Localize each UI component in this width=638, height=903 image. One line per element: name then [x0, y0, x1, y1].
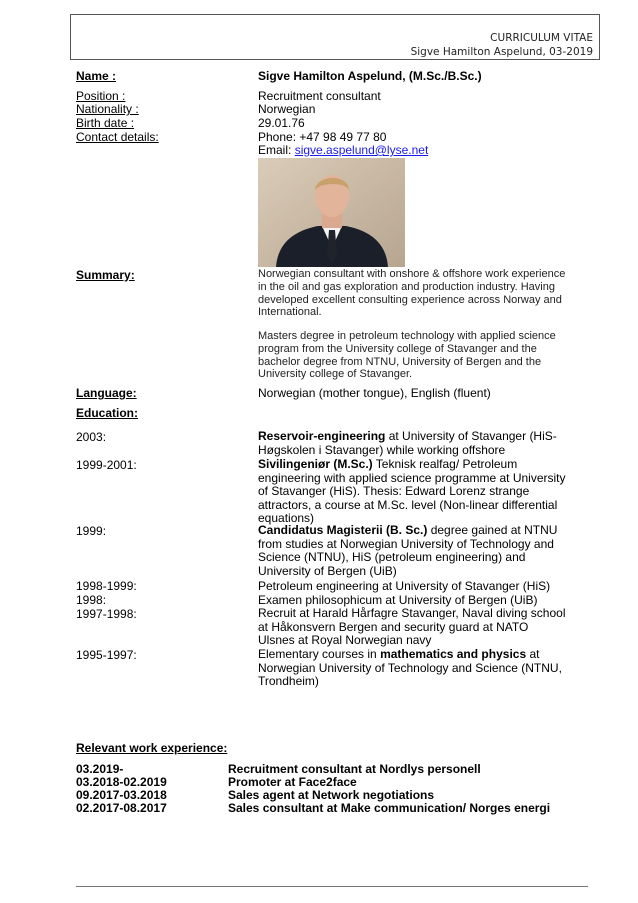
education-description: Recruit at Harald Hårfagre Stavanger, Naval diving school at Håkonsvern Bergen and security guard at NATO Ulsnes at Royal Norwegian navy	[258, 606, 566, 647]
birth-date-label: Birth date :	[76, 116, 135, 130]
work-period: 03.2018-02.2019	[76, 775, 167, 789]
footer-divider	[76, 886, 588, 887]
education-years: 2003:	[76, 430, 107, 444]
education-highlight: Candidatus Magisterii (B. Sc.)	[258, 523, 428, 537]
nationality-value: Norwegian	[258, 102, 316, 116]
name-label: Name :	[76, 69, 117, 83]
work-role: Sales consultant at Make communication/ Norges energi	[228, 801, 551, 815]
education-years: 1997-1998:	[76, 607, 137, 621]
education-description	[258, 458, 566, 526]
education-highlight: mathematics and physics	[380, 647, 527, 661]
education-years: 1998-1999:	[76, 579, 137, 593]
language-label: Language:	[76, 386, 137, 400]
position-value: Recruitment consultant	[258, 89, 381, 103]
education-label: Education:	[76, 406, 138, 420]
education-text: at Norwegian University of Technology and Science (NTNU, Trondheim)	[258, 647, 562, 688]
education-description	[258, 524, 566, 578]
education-text-prefix: Elementary courses in	[258, 647, 381, 661]
work-role: Promoter at Face2face	[228, 775, 357, 789]
work-period: 09.2017-03.2018	[76, 788, 167, 802]
education-highlight: Reservoir-engineering	[258, 429, 386, 443]
education-text: Teknisk realfag/ Petroleum engineering with applied science programme at University of Stavanger (HiS). Thesis: Edward Lorenz strange attractors, a course at M.Sc. level (Non-linear differential equations)	[258, 457, 566, 525]
education-description	[258, 430, 566, 457]
education-years: 1995-1997:	[76, 648, 137, 662]
work-role: Sales agent at Network negotiations	[228, 788, 435, 802]
education-description: Examen philosophicum at University of Bergen (UiB)	[258, 593, 538, 607]
name-value: Sigve Hamilton Aspelund, (M.Sc./B.Sc.)	[258, 69, 482, 83]
education-years: 1999:	[76, 524, 107, 538]
summary-label: Summary:	[76, 268, 135, 282]
birth-date-value: 29.01.76	[258, 116, 305, 130]
education-years: 1999-2001:	[76, 458, 137, 472]
document-title: CURRICULUM VITAE	[490, 32, 593, 44]
summary-paragraph-2: Masters degree in petroleum technology with applied science program from the University college of Stavanger and the bachelor degree from NTNU, University of Bergen and the University college of Stavanger.	[258, 330, 556, 381]
position-label: Position :	[76, 89, 126, 103]
document-subtitle: Sigve Hamilton Aspelund, 03-2019	[410, 46, 593, 58]
header-box	[70, 14, 600, 60]
email-link[interactable]: sigve.aspelund@lyse.net	[294, 143, 429, 157]
work-period: 02.2017-08.2017	[76, 801, 167, 815]
email-row	[258, 143, 428, 157]
education-text: degree gained at NTNU from studies at Norwegian University of Technology and Science (NTNU), HiS (petroleum engineering) and University of Bergen (UiB)	[258, 523, 558, 578]
work-period: 03.2019-	[76, 762, 124, 776]
profile-photo	[258, 158, 405, 267]
phone-value: Phone: +47 98 49 77 80	[258, 130, 387, 144]
education-description: Petroleum engineering at University of Stavanger (HiS)	[258, 579, 551, 593]
summary-paragraph-1: Norwegian consultant with onshore & offshore work experience in the oil and gas exploration and production industry. Having developed excellent consulting experience across Norway and International.	[258, 268, 566, 319]
nationality-label: Nationality :	[76, 102, 139, 116]
language-value: Norwegian (mother tongue), English (fluent)	[258, 386, 491, 400]
education-description	[258, 648, 566, 689]
portrait-illustration	[258, 158, 405, 267]
work-experience-label: Relevant work experience:	[76, 741, 228, 755]
education-highlight: Sivilingeniør (M.Sc.)	[258, 457, 373, 471]
contact-label: Contact details:	[76, 130, 159, 144]
education-text: at University of Stavanger (HiS-Høgskolen i Stavanger) while working offshore	[258, 429, 557, 457]
education-years: 1998:	[76, 593, 107, 607]
email-prefix: Email:	[258, 143, 295, 157]
work-role: Recruitment consultant at Nordlys personell	[228, 762, 481, 776]
